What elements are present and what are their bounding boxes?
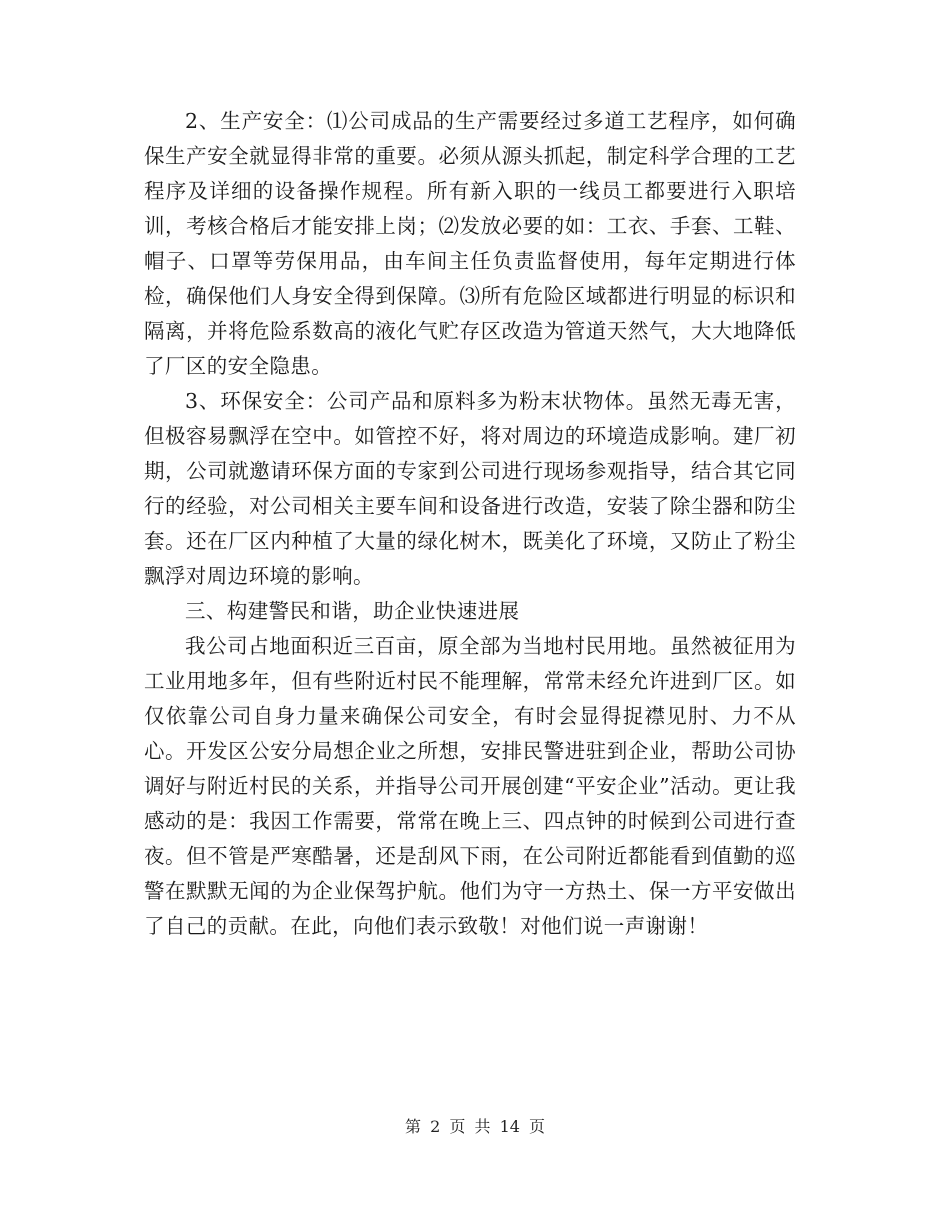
page-footer [0,1116,950,1138]
section-heading: 三、构建警民和谐，助企业快速进展 [185,599,520,623]
footer-page-word: 页 [449,1117,466,1136]
footer-total-word: 共 [474,1117,491,1136]
footer-prefix: 第 [404,1117,421,1136]
paragraph-production-safety: 2、生产安全：⑴公司成品的生产需要经过多道工艺程序，如何确保生产安全就显得非常的重要。必须从源头抓起，制定科学合理的工艺程序及详细的设备操作规程。所有新入职的一线员工都要进行入职培训，考核合格后才能安排上岗；⑵发放必要的如：工衣、手套、工鞋、帽子、口罩等劳保用品，由车间主任负责监督使用，每年定期进行体检，确保他们人身安全得到保障。⑶所有危险区域都进行明显的标识和隔离，并将危险系数高的液化气贮存区改造为管道天然气，大大地降低了厂区的安全隐患。 [144,109,796,378]
current-page-number: 2 [430,1117,441,1136]
total-page-count: 14 [499,1117,520,1136]
paragraph-environmental-safety: 3、环保安全：公司产品和原料多为粉末状物体。虽然无毒无害，但极容易飘浮在空中。如管控不好，将对周边的环境造成影响。建厂初期，公司就邀请环保方面的专家到公司进行现场参观指导，结合其它同行的经验，对公司相关主要车间和设备进行改造，安装了除尘器和防尘套。还在厂区内种植了大量的绿化树木，既美化了环境，又防止了粉尘飘浮对周边环境的影响。 [144,389,796,588]
footer-suffix: 页 [529,1117,546,1136]
document-body [144,104,796,944]
paragraph-police-community: 我公司占地面积近三百亩，原全部为当地村民用地。虽然被征用为工业用地多年，但有些附近村民不能理解，常常未经允许进到厂区。如仅依靠公司自身力量来确保公司安全，有时会显得捉襟见肘、力不从心。开发区公安分局想企业之所想，安排民警进驻到企业，帮助公司协调好与附近村民的关系，并指导公司开展创建“平安企业”活动。更让我感动的是：我因工作需要，常常在晚上三、四点钟的时候到公司进行查夜。但不管是严寒酷暑，还是刮风下雨，在公司附近都能看到值勤的巡警在默默无闻的为企业保驾护航。他们为守一方热土、保一方平安做出了自己的贡献。在此，向他们表示致敬！对他们说一声谢谢！ [144,634,796,938]
